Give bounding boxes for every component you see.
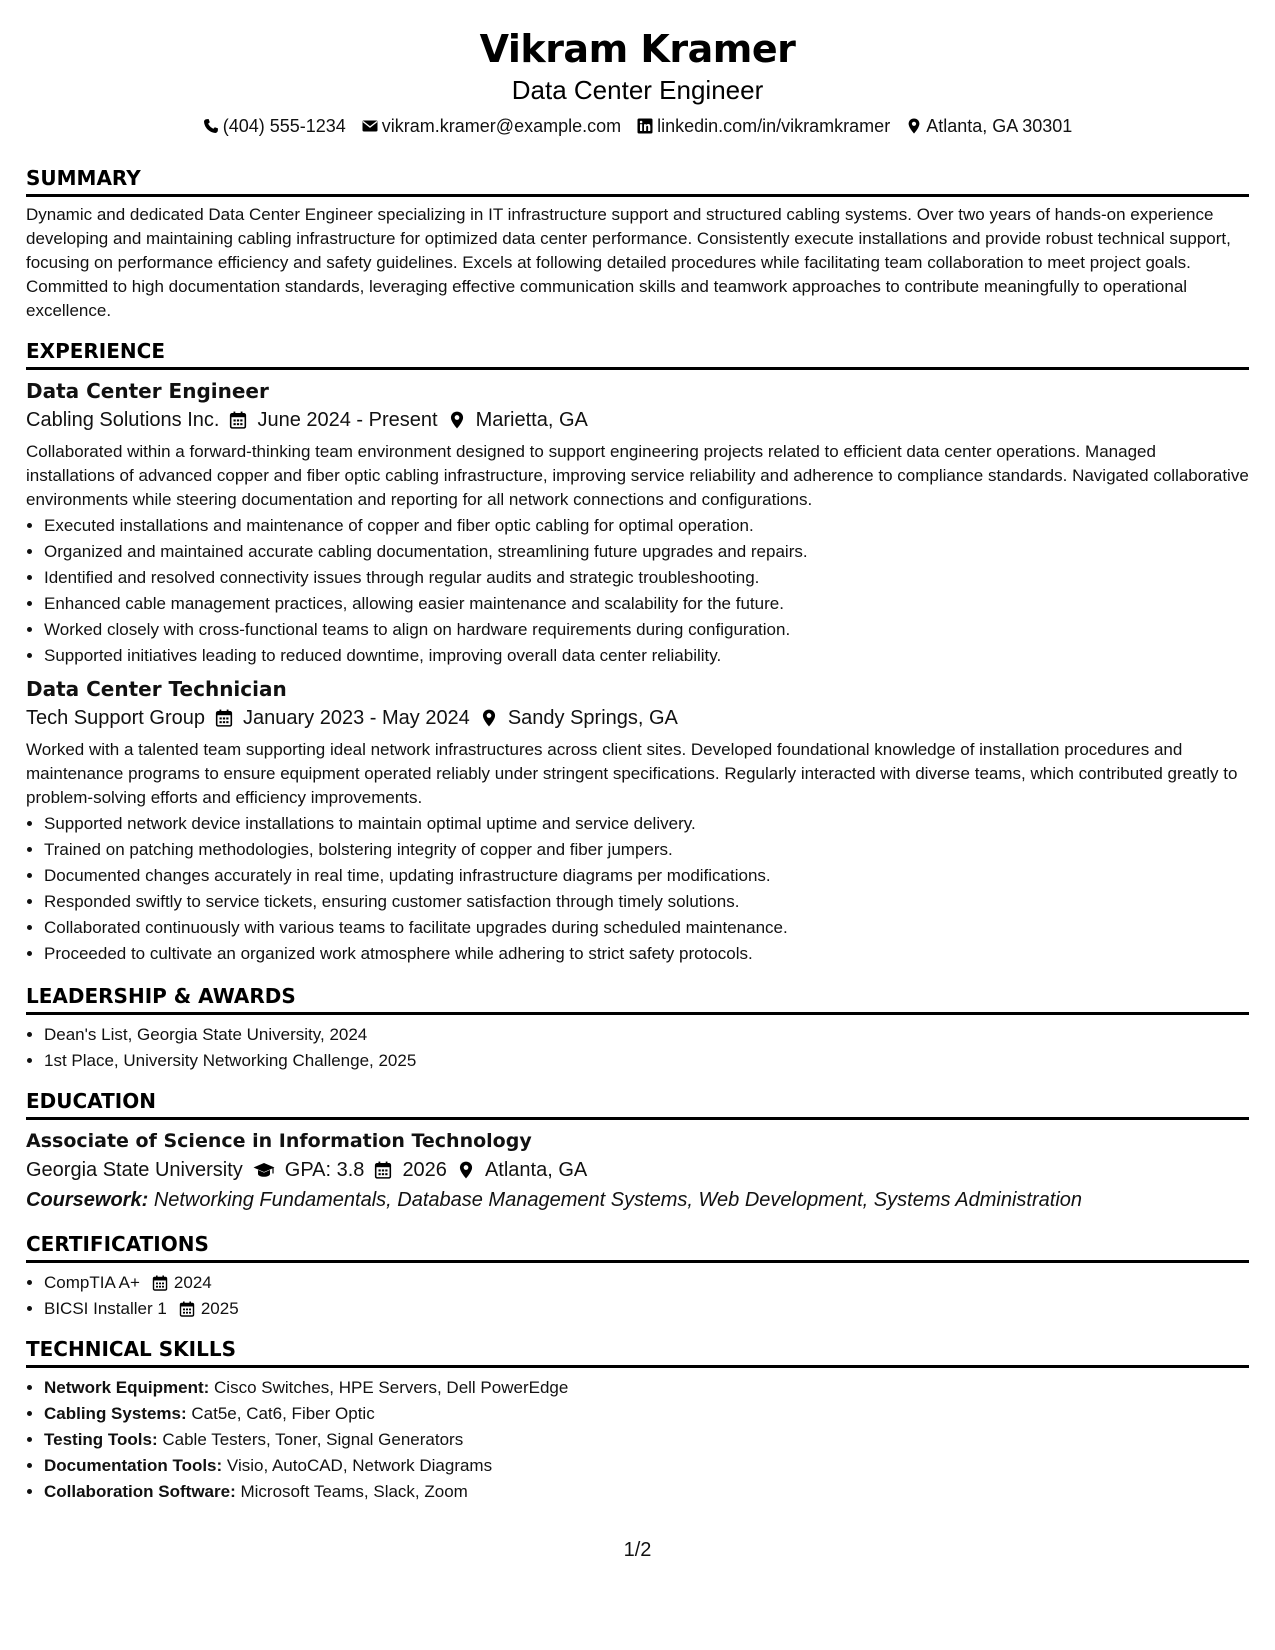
candidate-role: Data Center Engineer <box>511 75 764 105</box>
job-dates: January 2023 - May 2024 <box>243 707 470 729</box>
job-title: Data Center Technician <box>26 677 287 701</box>
skill-label: Cabling Systems: <box>44 1404 187 1423</box>
job-company: Tech Support Group <box>26 707 205 729</box>
skill-label: Collaboration Software: <box>44 1482 236 1501</box>
contact-email-text: vikram.kramer@example.com <box>381 116 622 136</box>
awards-heading: LEADERSHIP & AWARDS <box>26 984 1249 1015</box>
calendar-icon <box>229 411 247 429</box>
cert-name: • CompTIA A+ <box>44 1273 140 1292</box>
degree-title: Associate of Science in Information Technology <box>26 1130 532 1152</box>
job-dates: June 2024 - Present <box>257 409 438 431</box>
certifications-list <box>26 1271 1249 1321</box>
coursework-list: Networking Fundamentals, Database Management Systems, Web Development, Systems Administration <box>153 1189 1083 1211</box>
skill-value: Cisco Switches, HPE Servers, Dell PowerEdge <box>214 1378 569 1397</box>
school-name: Georgia State University <box>26 1159 243 1181</box>
list-item: • Supported network device installations to maintain optimal uptime and service delivery. <box>44 812 1249 836</box>
job-bullets <box>26 514 1249 668</box>
job-location: Marietta, GA <box>475 409 588 431</box>
skill-label: Documentation Tools: <box>44 1456 223 1475</box>
candidate-name: Vikram Kramer <box>479 27 796 71</box>
cert-name: • BICSI Installer 1 <box>44 1299 167 1318</box>
list-item: • Collaborated continuously with various teams to facilitate upgrades during scheduled maintenance. <box>44 916 1249 940</box>
list-item: • Supported initiatives leading to reduced downtime, improving overall data center reliability. <box>44 644 1249 668</box>
job-bullets <box>26 812 1249 966</box>
coursework-line <box>26 1186 1249 1214</box>
skill-value: Visio, AutoCAD, Network Diagrams <box>226 1456 493 1475</box>
job-description: Collaborated within a forward-thinking team environment designed to support engineering projects related to efficient data center operations. Managed installations of advanced copper and fiber optic cabling infrastructure, improving service reliability and adherence to compliance standards. Navigated collaborative environments while steering documentation and reporting for all network connections and configurations. <box>26 442 1249 509</box>
list-item: • Executed installations and maintenance of copper and fiber optic cabling for optimal operation. <box>44 514 1249 538</box>
job-entry <box>26 676 1249 966</box>
awards-list <box>26 1023 1249 1073</box>
contact-linkedin[interactable] <box>637 114 890 138</box>
summary-heading: SUMMARY <box>26 166 1249 197</box>
skill-value: Cable Testers, Toner, Signal Generators <box>162 1430 464 1449</box>
job-company: Cabling Solutions Inc. <box>26 409 220 431</box>
summary-section <box>26 166 1249 323</box>
email-icon <box>362 118 378 134</box>
location-icon <box>480 709 498 727</box>
calendar-icon <box>152 1275 168 1291</box>
list-item <box>44 1402 1249 1426</box>
contact-location-text: Atlanta, GA 30301 <box>926 116 1073 136</box>
list-item: • 1st Place, University Networking Challenge, 2025 <box>44 1049 1249 1073</box>
list-item <box>44 1428 1249 1452</box>
list-item: • Worked closely with cross-functional teams to align on hardware requirements during configuration. <box>44 618 1249 642</box>
resume-header <box>26 0 1249 138</box>
list-item: • Organized and maintained accurate cabling documentation, streamlining future upgrades and repairs. <box>44 540 1249 564</box>
linkedin-icon <box>637 118 653 134</box>
location-icon <box>906 118 922 134</box>
page-number: 1/2 <box>623 1539 652 1561</box>
resume-page <box>26 0 1249 1504</box>
experience-section <box>26 339 1249 966</box>
graduation-year: 2026 <box>402 1159 447 1181</box>
education-heading: EDUCATION <box>26 1089 1249 1120</box>
certifications-heading: CERTIFICATIONS <box>26 1232 1249 1263</box>
skill-value: Cat5e, Cat6, Fiber Optic <box>191 1404 375 1423</box>
education-meta <box>26 1156 1249 1184</box>
gpa: GPA: 3.8 <box>284 1159 365 1181</box>
job-meta <box>26 406 1249 434</box>
list-item: • Identified and resolved connectivity issues through regular audits and strategic troubleshooting. <box>44 566 1249 590</box>
graduation-cap-icon <box>253 1161 275 1179</box>
contact-phone-text: (404) 555-1234 <box>222 116 346 136</box>
list-item: • Enhanced cable management practices, allowing easier maintenance and scalability for the future. <box>44 592 1249 616</box>
location-icon <box>448 411 466 429</box>
list-item: • Trained on patching methodologies, bolstering integrity of copper and fiber jumpers. <box>44 838 1249 862</box>
skills-heading: TECHNICAL SKILLS <box>26 1337 1249 1368</box>
list-item: • Responded swiftly to service tickets, ensuring customer satisfaction through timely solutions. <box>44 890 1249 914</box>
list-item <box>44 1480 1249 1504</box>
job-description: Worked with a talented team supporting ideal network infrastructures across client sites. Developed foundational knowledge of installation procedures and maintenance programs to ensure equipment operated reliably under stringent specifications. Regularly interacted with diverse teams, which contributed greatly to problem-solving efforts and efficiency improvements. <box>26 740 1238 807</box>
phone-icon <box>203 118 219 134</box>
cert-year: 2025 <box>200 1299 239 1318</box>
experience-heading: EXPERIENCE <box>26 339 1249 370</box>
location-icon <box>457 1161 475 1179</box>
list-item: • Proceeded to cultivate an organized work atmosphere while adhering to strict safety protocols. <box>44 942 1249 966</box>
contact-location <box>906 114 1072 138</box>
job-meta <box>26 704 1249 732</box>
skill-label: Network Equipment: <box>44 1378 210 1397</box>
list-item <box>44 1271 1249 1295</box>
skill-label: Testing Tools: <box>44 1430 158 1449</box>
calendar-icon <box>179 1301 195 1317</box>
calendar-icon <box>374 1161 392 1179</box>
coursework-label: Coursework: <box>26 1189 149 1211</box>
job-entry <box>26 378 1249 668</box>
list-item <box>44 1454 1249 1478</box>
skill-value: Microsoft Teams, Slack, Zoom <box>240 1482 468 1501</box>
calendar-icon <box>215 709 233 727</box>
skills-section <box>26 1337 1249 1504</box>
certifications-section <box>26 1232 1249 1321</box>
awards-section <box>26 984 1249 1073</box>
list-item: • Documented changes accurately in real time, updating infrastructure diagrams per modifications. <box>44 864 1249 888</box>
contact-linkedin-text: linkedin.com/in/vikramkramer <box>657 116 891 136</box>
contact-email[interactable] <box>362 114 621 138</box>
education-section <box>26 1089 1249 1214</box>
contact-bar <box>26 114 1249 138</box>
job-title: Data Center Engineer <box>26 379 269 403</box>
skills-list <box>26 1376 1249 1504</box>
list-item <box>44 1376 1249 1400</box>
list-item <box>44 1297 1249 1321</box>
cert-year: 2024 <box>173 1273 212 1292</box>
job-location: Sandy Springs, GA <box>507 707 678 729</box>
summary-text: Dynamic and dedicated Data Center Engineer specializing in IT infrastructure support and structured cabling systems. Over two years of hands-on experience developing and maintaining cabling infrastructure for optimized data center performance. Consistently execute installations and provide robust technical support, focusing on performance efficiency and safety guidelines. Excels at following detailed procedures while facilitating team collaboration to meet project goals. Committed to high documentation standards, leveraging effective communication skills and teamwork approaches to contribute meaningfully to operational excellence. <box>26 205 1231 320</box>
contact-phone[interactable] <box>203 114 346 138</box>
school-location: Atlanta, GA <box>484 1159 588 1181</box>
list-item: • Dean's List, Georgia State University, 2024 <box>44 1023 1249 1047</box>
